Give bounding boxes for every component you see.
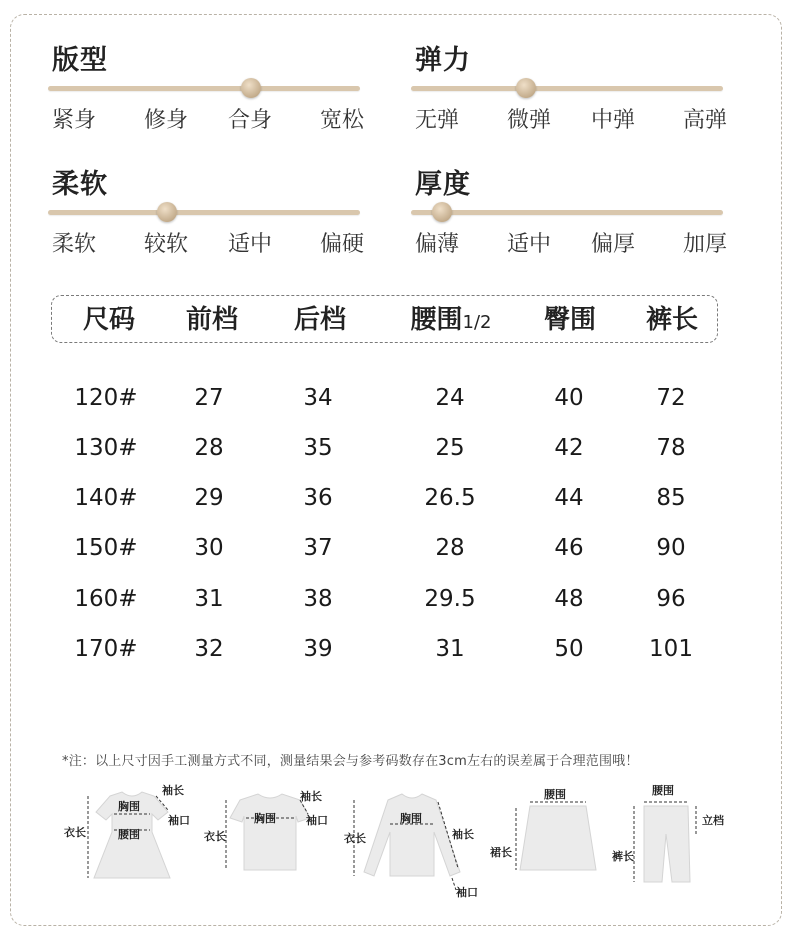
guide-label: 袖口 [456, 886, 478, 899]
level-label: 适中 [227, 232, 272, 257]
guide-label: 立档 [702, 814, 724, 827]
header-pants-length: 裤长 [645, 305, 698, 335]
pants-guide [610, 782, 740, 902]
guide-label: 袖口 [168, 814, 190, 827]
level-label: 紧身 [52, 108, 97, 133]
front-rise-cell: 29 [194, 485, 224, 511]
skirt-guide [490, 782, 610, 902]
guide-label: 胸围 [118, 800, 140, 813]
level-label: 无弹 [415, 108, 460, 133]
back-rise-cell: 38 [303, 586, 333, 612]
attribute-title: 柔软 [52, 169, 108, 200]
level-label: 偏薄 [415, 232, 460, 257]
guide-label: 腰围 [652, 784, 674, 797]
table-row [0, 629, 790, 669]
back-rise-cell: 36 [303, 485, 333, 511]
guide-label: 裤长 [612, 850, 634, 863]
guide-label: 袖长 [162, 784, 184, 797]
level-label: 偏厚 [590, 232, 635, 257]
hip-cell: 48 [554, 586, 584, 612]
table-row [0, 478, 790, 518]
half-waist-cell: 29.5 [424, 586, 476, 612]
table-row [0, 378, 790, 418]
hip-cell: 46 [554, 535, 584, 561]
half-waist-cell: 26.5 [424, 485, 476, 511]
guide-label: 腰围 [544, 788, 566, 801]
front-rise-cell: 30 [194, 535, 224, 561]
front-rise-cell: 32 [194, 636, 224, 662]
half-waist-cell: 24 [435, 385, 465, 411]
guide-label: 衣长 [64, 826, 86, 839]
header-half-waist: 腰围1/2 [410, 305, 492, 335]
level-label: 中弹 [590, 108, 635, 133]
back-rise-cell: 35 [303, 435, 333, 461]
level-label: 柔软 [52, 232, 97, 257]
hip-cell: 44 [554, 485, 584, 511]
size-table-header [51, 295, 718, 343]
size-cell: 120# [74, 385, 138, 411]
guide-label: 袖长 [452, 828, 474, 841]
sweater-icon [344, 782, 494, 902]
level-label: 微弹 [506, 108, 551, 133]
size-cell: 140# [74, 485, 138, 511]
level-label: 偏硬 [319, 232, 364, 257]
slider-track [411, 86, 723, 91]
hip-cell: 40 [554, 385, 584, 411]
guide-label: 衣长 [344, 832, 366, 845]
guide-label: 袖长 [300, 790, 322, 803]
attribute-elasticity [415, 44, 727, 154]
header-back-rise: 后档 [293, 305, 346, 335]
size-cell: 150# [74, 535, 138, 561]
attribute-fit [52, 44, 364, 154]
hip-cell: 42 [554, 435, 584, 461]
attribute-title: 弹力 [415, 45, 471, 76]
pants-icon [610, 782, 740, 892]
front-rise-cell: 28 [194, 435, 224, 461]
guide-label: 衣长 [204, 830, 226, 843]
header-hip: 臀围 [543, 305, 596, 335]
size-cell: 160# [74, 586, 138, 612]
header-front-rise: 前档 [185, 305, 238, 335]
slider-knob [157, 202, 177, 222]
header-size: 尺码 [82, 305, 135, 335]
hip-cell: 50 [554, 636, 584, 662]
front-rise-cell: 31 [194, 586, 224, 612]
table-row [0, 579, 790, 619]
attribute-title: 版型 [52, 45, 108, 76]
pants-length-cell: 72 [656, 385, 686, 411]
level-label: 宽松 [319, 108, 364, 133]
level-label: 合身 [227, 108, 272, 133]
sweater-guide [344, 782, 494, 902]
table-row [0, 528, 790, 568]
back-rise-cell: 39 [303, 636, 333, 662]
guide-label: 腰围 [118, 828, 140, 841]
level-label: 适中 [506, 232, 551, 257]
attribute-title: 厚度 [415, 169, 471, 200]
slider-knob [241, 78, 261, 98]
pants-length-cell: 96 [656, 586, 686, 612]
attribute-thickness [415, 168, 727, 278]
tshirt-guide [204, 782, 344, 902]
guide-label: 袖口 [306, 814, 328, 827]
slider-track [48, 210, 360, 215]
slider-knob [432, 202, 452, 222]
dress-guide [62, 782, 202, 902]
back-rise-cell: 37 [303, 535, 333, 561]
attribute-softness [52, 168, 364, 278]
level-label: 加厚 [682, 232, 727, 257]
slider-track [48, 86, 360, 91]
level-label: 高弹 [682, 108, 727, 133]
half-waist-cell: 28 [435, 535, 465, 561]
slider-knob [516, 78, 536, 98]
level-label: 修身 [143, 108, 188, 133]
guide-label: 胸围 [254, 812, 276, 825]
slider-track [411, 210, 723, 215]
level-label: 较软 [143, 232, 188, 257]
pants-length-cell: 101 [649, 636, 693, 662]
guide-label: 裙长 [490, 846, 512, 859]
front-rise-cell: 27 [194, 385, 224, 411]
pants-length-cell: 90 [656, 535, 686, 561]
pants-length-cell: 78 [656, 435, 686, 461]
pants-length-cell: 85 [656, 485, 686, 511]
table-row [0, 428, 790, 468]
back-rise-cell: 34 [303, 385, 333, 411]
half-waist-cell: 31 [435, 636, 465, 662]
measurement-note: *注：以上尺寸因手工测量方式不同，测量结果会与参考码数存在3cm左右的误差属于合理范围哦！ [62, 754, 639, 769]
guide-label: 胸围 [400, 812, 422, 825]
half-waist-cell: 25 [435, 435, 465, 461]
size-cell: 170# [74, 636, 138, 662]
size-cell: 130# [74, 435, 138, 461]
